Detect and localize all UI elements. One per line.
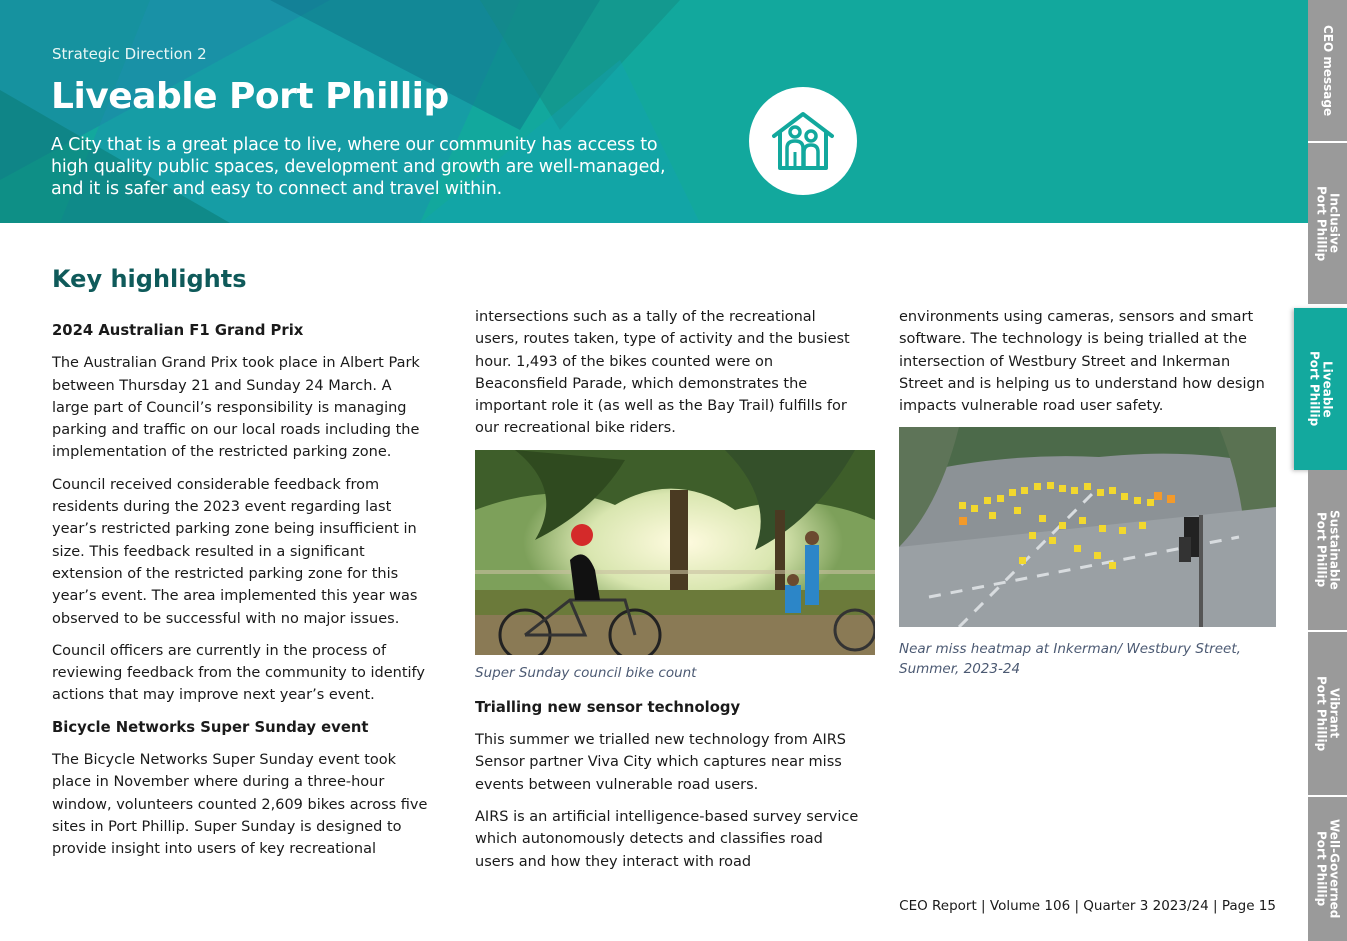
tab-label: Liveable Port Phillip (1307, 351, 1335, 427)
banner-description: A City that is a great place to live, where our community has access to high quality public spaces, development and growth are well-managed, and it is safer and easy to connect and travel within. (51, 135, 666, 199)
f1-paragraph-1: The Australian Grand Prix took place in Albert Park between Thursday 21 and Sunday 24 March. A large part of Council’s responsibility is managing parking and traffic on our local roads including the implementation of the restricted parking zone. (52, 355, 420, 461)
sensor-paragraph-2-continued: environments using cameras, sensors and smart software. The technology is being trialled at the intersection of Westbury Street and Inkerman Street and is helping us to understand how design impacts vulnerable road user safety. (899, 309, 1265, 415)
f1-paragraph-2: Council received considerable feedback from residents during the 2023 event regarding last year’s restricted parking zone being insufficient in size. This feedback resulted in a significant extension of the restricted parking zone for this year’s event. The area implemented this year was observed to be successful with no major issues. (52, 476, 418, 627)
banner-kicker: Strategic Direction 2 (52, 45, 207, 63)
banner (0, 0, 1310, 223)
photo-caption: Super Sunday council bike count (475, 664, 697, 681)
page-footer: CEO Report | Volume 106 | Quarter 3 2023/24 | Page 15 (899, 898, 1276, 914)
column-3 (899, 306, 1284, 679)
tab-liveable-port-phillip[interactable] (1294, 308, 1347, 470)
tab-label: CEO message (1321, 24, 1335, 117)
section-tabs (1308, 0, 1347, 941)
near-miss-heatmap-image (899, 427, 1276, 627)
column-2 (475, 306, 867, 883)
bike-paragraph-1: The Bicycle Networks Super Sunday event took place in November where during a three-hour window, volunteers counted 2,609 bikes across five sites in Port Phillip. Super Sunday is designed to provide insight into users of key recreational (52, 752, 428, 858)
tab-label: Inclusive Port Phillip (1314, 185, 1342, 262)
tab-label: Vibrant Port Phillip (1314, 675, 1342, 752)
f1-paragraph-3: Council officers are currently in the process of reviewing feedback from the community to identify actions that may improve next year’s event. (52, 642, 425, 704)
page-title: Liveable Port Phillip (51, 76, 449, 117)
sensor-paragraph-2: AIRS is an artificial intelligence-based survey service which autonomously detects and classifies road users and how they interact with road (475, 808, 859, 870)
tab-inclusive-port-phillip[interactable] (1308, 143, 1347, 306)
tab-label: Well-Governed Port Phillip (1314, 819, 1342, 919)
column-1 (52, 320, 432, 871)
sensor-heading: Trialling new sensor technology (475, 698, 741, 716)
heatmap-caption: Near miss heatmap at Inkerman/ Westbury Street, Summer, 2023-24 (899, 641, 1241, 678)
tab-well-governed-port-phillip[interactable] (1308, 797, 1347, 941)
bike-count-photo (475, 450, 875, 655)
f1-heading: 2024 Australian F1 Grand Prix (52, 322, 304, 339)
sensor-paragraph-1: This summer we trialled new technology from AIRS Sensor partner Viva City which captures near miss events between vulnerable road users. (475, 732, 846, 793)
section-heading: Key highlights (52, 265, 247, 293)
tab-sustainable-port-phillip[interactable] (1308, 470, 1347, 632)
tab-vibrant-port-phillip[interactable] (1308, 632, 1347, 797)
house-with-people-icon (749, 87, 857, 195)
bike-heading: Bicycle Networks Super Sunday event (52, 718, 369, 736)
bike-paragraph-1-continued: intersections such as a tally of the recreational users, routes taken, type of activity and the busiest hour. 1,493 of the bikes counted were on Beaconsfield Parade, which demonstrates the important role it (as well as the Bay Trail) fulfills for our recreational bike riders. (475, 309, 850, 437)
tab-label: Sustainable Port Phillip (1314, 510, 1342, 590)
tab-ceo-message[interactable] (1308, 0, 1347, 143)
